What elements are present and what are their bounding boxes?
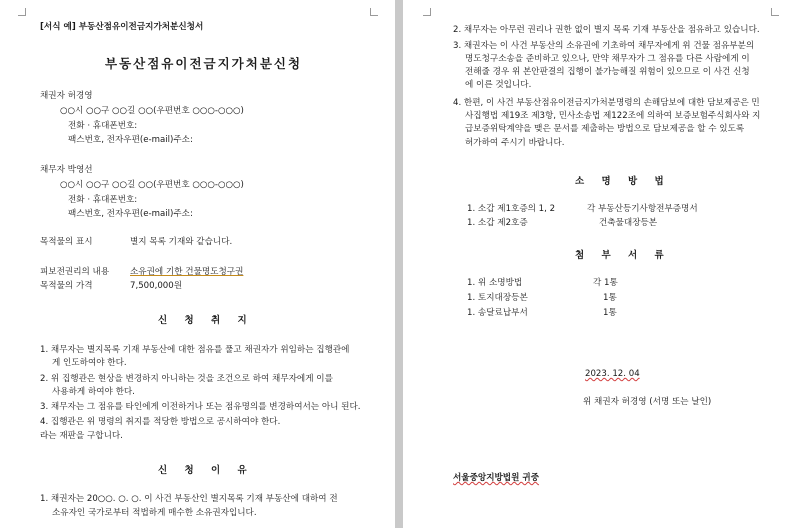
debtor-phone: 전화 · 휴대폰번호:	[68, 195, 138, 205]
purpose-line: 2. 위 집행관은 현상을 변경하지 아니하는 것을 조건으로 하여 채무자에게 이를	[40, 374, 333, 384]
page-gutter	[395, 0, 403, 528]
target-value-amount: 7,500,000원	[130, 281, 183, 291]
secured-right-value: 소유권에 기한 건물명도청구권	[130, 267, 244, 277]
purpose-line: 1. 채무자는 별지목록 기재 부동산에 대한 점유를 풀고 채권자가 위임하는 집행관에	[40, 345, 350, 355]
attachments-heading: 첨 부 서 류	[575, 250, 671, 261]
attachment-item: 1. 송달료납부서	[467, 308, 528, 318]
reason-line: 소유자인 국가로부터 적법하게 매수한 소유권자입니다.	[52, 508, 257, 518]
reason-line: 전해줄 경우 위 본안판결의 집행이 불가능해질 위험이 있으므로 이 사건 신청	[465, 67, 750, 77]
target-value: 별지 목록 기재와 같습니다.	[130, 237, 233, 247]
crop-mark	[18, 8, 26, 16]
evidence-desc: 각 부동산등기사항전부증명서	[587, 204, 698, 214]
attachment-count: 1통	[603, 293, 617, 303]
crop-mark	[370, 8, 378, 16]
reason-line: 3. 채권자는 이 사건 부동산의 소유권에 기초하여 채무자에게 위 건물 점유부분의	[453, 41, 755, 51]
evidence-item: 1. 소갑 제1호증의 1, 2	[467, 204, 556, 214]
purpose-line: 3. 채무자는 그 점유를 타인에게 이전하거나 또는 점유명의를 변경하여서는 아니 된다.	[40, 402, 361, 412]
target-label: 목적물의 표시	[40, 237, 93, 247]
reason-line: 1. 채권자는 20○○. ○. ○. 이 사건 부동산인 별지목록 기재 부동산에 대하여 전	[40, 494, 338, 504]
crop-mark	[771, 8, 779, 16]
attachment-item: 1. 위 소명방법	[467, 278, 523, 288]
filing-date: 2023. 12. 04	[585, 369, 640, 379]
document-page-left[interactable]	[0, 0, 395, 528]
purpose-line: 사용하게 하여야 한다.	[52, 387, 135, 397]
purpose-line: 라는 재판을 구합니다.	[40, 431, 123, 441]
reason-line: 2. 채무자는 아무런 권리나 권한 없이 별지 목록 기재 부동산을 점유하고 있습니다.	[453, 25, 760, 35]
reason-line: 사집행법 제19조 제3항, 민사소송법 제122조에 의하여 보증보험주식회사와 지	[465, 111, 761, 121]
reason-line: 허가하여 주시기 바랍니다.	[465, 138, 565, 148]
creditor-name: 채권자 허경영	[40, 91, 93, 101]
purpose-line: 4. 집행관은 위 명령의 취지를 적당한 방법으로 공시하여야 한다.	[40, 417, 281, 427]
reason-line: 급보증위탁계약을 맺은 문서를 제출하는 방법으로 담보제공을 할 수 있도록	[465, 124, 745, 134]
secured-right-label: 피보전권리의 내용	[40, 267, 110, 277]
court-name: 서울중앙지방법원 귀중	[453, 473, 540, 483]
purpose-line: 게 인도하여야 한다.	[52, 358, 127, 368]
creditor-address: ○○시 ○○구 ○○길 ○○(우편번호 ○○○-○○○)	[60, 106, 244, 116]
attachment-count: 각 1통	[593, 278, 618, 288]
evidence-item: 1. 소갑 제2호증	[467, 218, 528, 228]
reason-line: 에 이른 것입니다.	[465, 80, 532, 90]
attachment-item: 1. 토지대장등본	[467, 293, 528, 303]
reason-line: 4. 한편, 이 사건 부동산점유이전금지가처분명령의 손해담보에 대한 담보제공은 민	[453, 98, 760, 108]
form-tag: [서식 예] 부동산점유이전금지가처분신청서	[40, 22, 204, 32]
crop-mark	[423, 8, 431, 16]
debtor-address: ○○시 ○○구 ○○길 ○○(우편번호 ○○○-○○○)	[60, 180, 244, 190]
creditor-fax-email: 팩스번호, 전자우편(e-mail)주소:	[68, 135, 193, 145]
debtor-fax-email: 팩스번호, 전자우편(e-mail)주소:	[68, 209, 193, 219]
document-title: 부동산점유이전금지가처분신청	[105, 56, 303, 71]
creditor-phone: 전화 · 휴대폰번호:	[68, 121, 138, 131]
evidence-heading: 소 명 방 법	[575, 176, 671, 187]
purpose-heading: 신 청 취 지	[158, 315, 254, 326]
debtor-name: 채무자 박영선	[40, 165, 93, 175]
reason-heading: 신 청 이 유	[158, 465, 254, 476]
evidence-desc: 건축물대장등본	[599, 218, 658, 228]
reason-line: 명도청구소송을 준비하고 있으나, 만약 채무자가 그 점유를 다른 사람에게 이	[465, 54, 750, 64]
document-page-right[interactable]	[403, 0, 800, 528]
attachment-count: 1통	[603, 308, 617, 318]
signature-line: 위 채권자 허경영 (서명 또는 날인)	[583, 397, 712, 407]
target-value-label: 목적물의 가격	[40, 281, 93, 291]
